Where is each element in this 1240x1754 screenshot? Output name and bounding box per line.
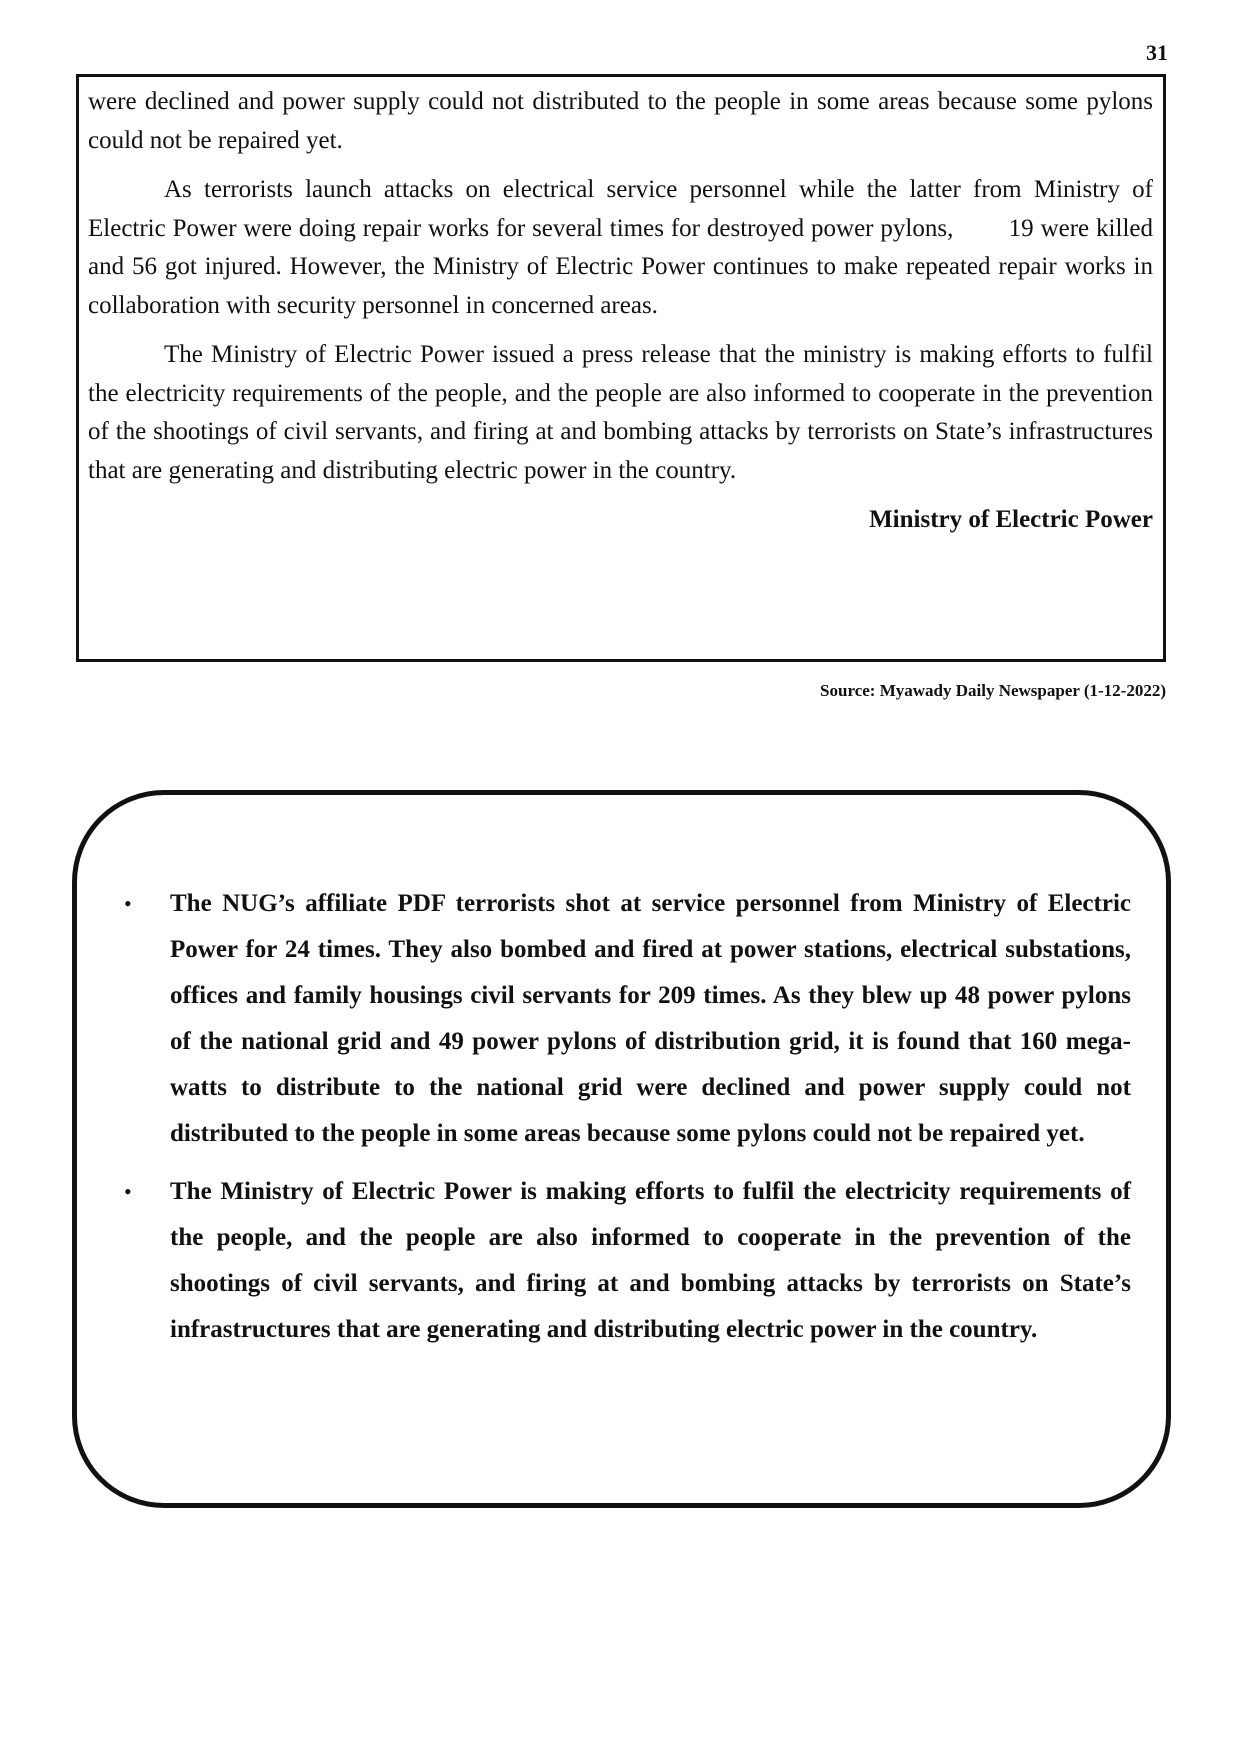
press-release-paragraph: As terrorists launch attacks on electrical service personnel while the latter from Ministry of Electric Power were doing repair works for several times for destroyed power pylons, 19 were killed and 56 got injured. However, the Ministry of Electric Power continues to make repeated repair works in collaboration with security personnel in concerned areas. [88,176,1153,319]
bullet-icon: • [124,891,132,916]
press-release-box [76,74,1166,662]
bullet-icon: • [124,1179,132,1204]
summary-item [103,1169,1131,1353]
press-release-paragraph: The Ministry of Electric Power issued a press release that the ministry is making efforts to fulfil the electricity requirements of the people, and the people are also informed to cooperate in the prevention of the shootings of civil servants, and firing at and bombing attacks by terrorists on State’s infrastructures that are generating and distributing electric power in the country. [88,341,1153,484]
summary-item-text: The Ministry of Electric Power is making efforts to fulfil the electricity requirements of the people, and the people are also informed to cooperate in the prevention of the shootings of civil servants, and firing at and bombing attacks by terrorists on State’s infrastructures that are generating and distributing electric power in the country. [170,1178,1131,1343]
summary-item-text: The NUG’s affiliate PDF terrorists shot at service personnel from Ministry of Electric Power for 24 times. They also bombed and fired at power stations, electrical substations, offices and family housings civil servants for 209 times. As they blew up 48 power pylons of the national grid and 49 power pylons of distribution grid, it is found that 160 mega-watts to distribute to the national grid were declined and power supply could not distributed to the people in some areas because some pylons could not be repaired yet. [170,890,1131,1147]
summary-list [103,881,1131,1353]
page-number: 31 [1146,40,1168,65]
summary-box [72,790,1171,1508]
source-citation: Source: Myawady Daily Newspaper (1-12-2022) [820,681,1166,700]
press-release-signature: Ministry of Electric Power [869,506,1153,533]
summary-item [103,881,1131,1157]
press-release-paragraph: were declined and power supply could not distributed to the people in some areas because some pylons could not be repaired yet. [88,88,1153,154]
